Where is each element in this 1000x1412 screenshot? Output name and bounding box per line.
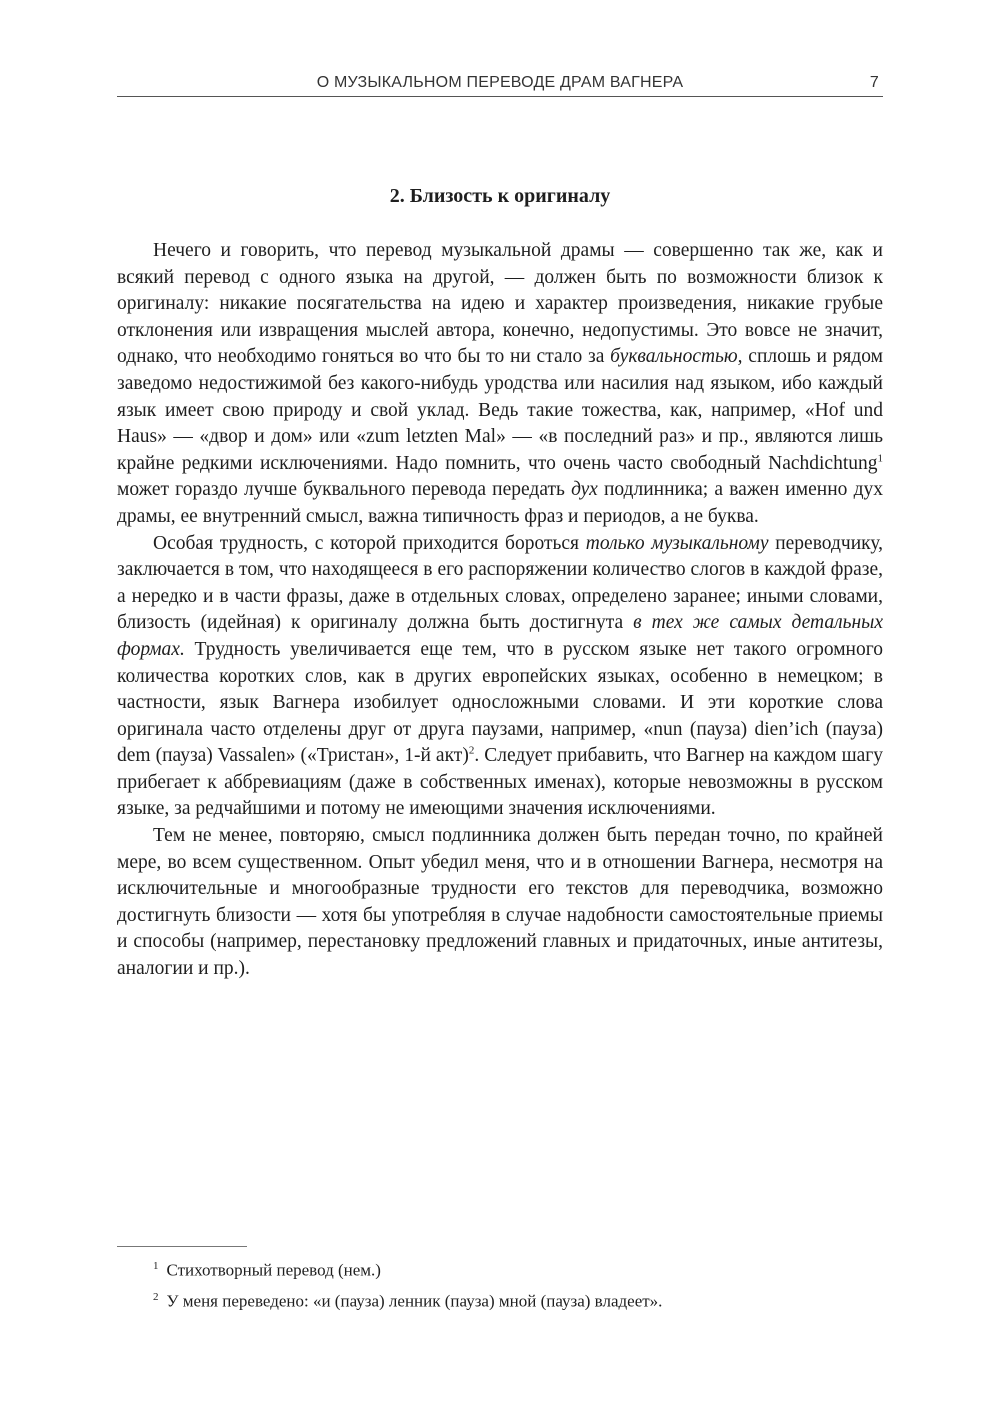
footnotes — [153, 1253, 883, 1314]
footnote-2: $^2$ У меня переведено: «и (пауза) ленник (пауза) мной (пауза) владеет». — [153, 1290, 663, 1311]
running-header — [117, 72, 883, 97]
section-title: 2. Близость к оригиналу — [389, 185, 611, 207]
paragraph-2: Особая трудность, с которой приходится бороться только музыкальному переводчику, заключается в том, что находящееся в его распоряжении количество слогов в каждой фразе, а нередко и в части фразы, даже в отдельных словах, определено заранее; иными словами, близость (идейная) к оригиналу должна быть достигнута в тех же самых детальных формах. Трудность увеличивается еще тем, что в русском языке нет такого огромного количества коротких слов, как в других европейских языках, особенно в немецком; в частности, язык Вагнера изобилует односложными словами. И эти короткие слова оригинала часто отделены друг от друга паузами, например, «nun (пауза) dien’ich (пауза) dem (пауза) Vassalen» («Тристан», 1-й акт)$^2$. Следует прибавить, что Вагнер на каждом шагу прибегает к аббревиациям (даже в собственных именах), которые невозможны в русском языке, за редчайшими и потому не имеющими значения исключениями. — [117, 532, 884, 820]
running-title: О МУЗЫКАЛЬНОМ ПЕРЕВОДЕ ДРАМ ВАГНЕРА — [316, 74, 684, 91]
footnote-divider — [117, 1246, 247, 1247]
paragraph-1: Нечего и говорить, что перевод музыкальной драмы — совершенно так же, как и всякий перевод с одного языка на другой, — должен быть по возможности близок к оригиналу: никакие посягательства на идею и характер произведения, никакие грубые отклонения или извращения мыслей автора, конечно, недопустимы. Это вовсе не значит, однако, что необходимо гоняться во что бы то ни стало за буквальностью, сплошь и рядом заведомо недостижимой без какого-нибудь уродства или насилия над языком, ибо каждый язык имеет свою природу и свой уклад. Ведь такие тожества, как, например, «Hof und Haus» — «двор и дом» или «zum letzten Mal» — «в последний раз» и пр., являются лишь крайне редкими исключениями. Надо помнить, что очень часто свободный Nachdichtung$^1$ может гораздо лучше буквального перевода передать дух подлинника; а важен именно дух драмы, ее внутренний смысл, важна типичность фраз и периодов, а не буква. — [117, 240, 884, 527]
page-number: 7 — [869, 74, 879, 91]
paragraph-3: Тем не менее, повторяю, смысл подлинника должен быть передан точно, по крайней мере, во всем существенном. Опыт убедил меня, что и в отношении Вагнера, несмотря на исключительные и многообразные трудности его текстов для переводчика, возможно достигнуть близости — хотя бы употребляя в случае надобности самостоятельные приемы и способы (например, перестановку предложений главных и придаточных, иные антитезы, аналогии и пр.). — [117, 825, 883, 980]
body-text — [117, 238, 883, 983]
footnote-ref-2: 2 — [468, 744, 475, 757]
footnote-1: $^1$ Стихотворный перевод (нем.) — [153, 1260, 381, 1280]
footnote-ref-1: 1 — [877, 452, 883, 465]
